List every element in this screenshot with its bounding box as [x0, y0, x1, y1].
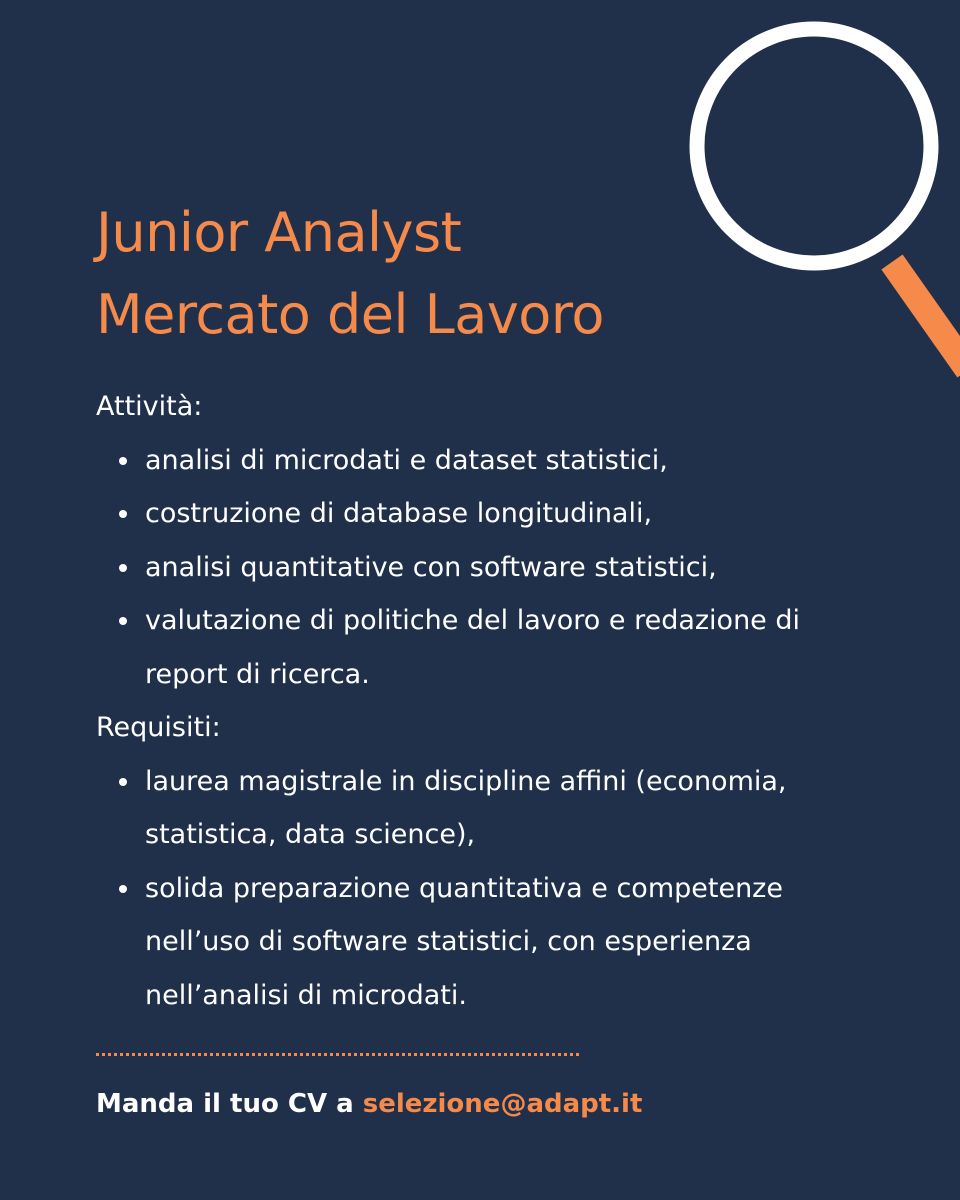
- dotted-divider: [96, 1053, 579, 1056]
- cta-text: Manda il tuo CV a: [96, 1089, 354, 1119]
- requirement-item: laurea magistrale in discipline affini (economia, statistica, data science),: [96, 755, 856, 862]
- activity-item: analisi di microdati e dataset statistici,: [96, 434, 856, 488]
- job-title-line-2: Mercato del Lavoro: [96, 283, 604, 346]
- activities-list: [96, 434, 856, 702]
- job-title-line-1: Junior Analyst: [96, 201, 462, 264]
- requirement-item: solida preparazione quantitativa e competenze nell’uso di software statistici, con esperienza nell’analisi di microdati.: [96, 862, 856, 1023]
- activity-item: costruzione di database longitudinali,: [96, 487, 856, 541]
- email-link[interactable]: selezione@adapt.it: [362, 1089, 643, 1119]
- activities-label: Attività:: [96, 391, 203, 422]
- activity-item: analisi quantitative con software statistici,: [96, 541, 856, 595]
- requirements-label: Requisiti:: [96, 712, 221, 743]
- activity-item: valutazione di politiche del lavoro e redazione di report di ricerca.: [96, 594, 856, 701]
- requirements-list: [96, 755, 856, 1023]
- call-to-action: [96, 1085, 642, 1123]
- job-title: [96, 192, 604, 356]
- job-description: [96, 380, 856, 1022]
